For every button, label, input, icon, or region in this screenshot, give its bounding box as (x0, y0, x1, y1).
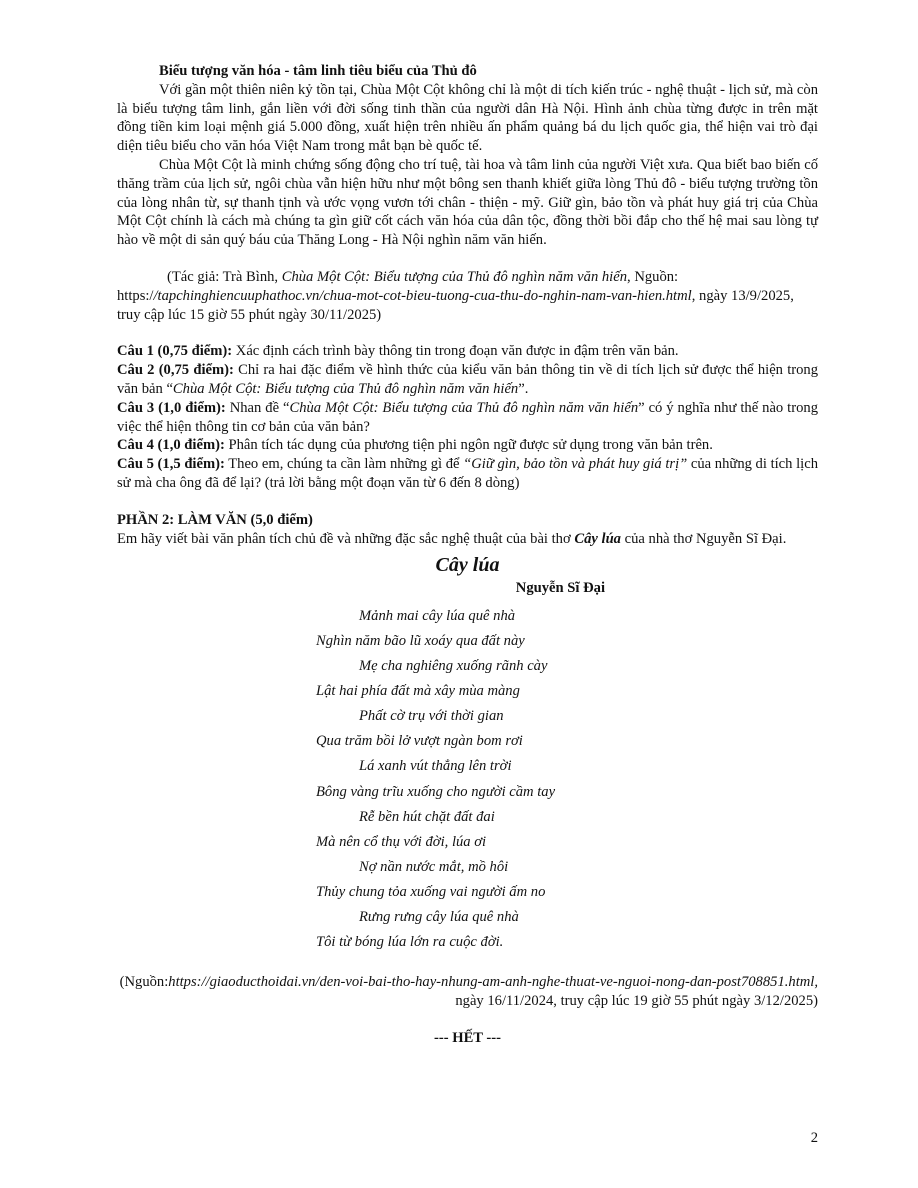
poem-line: Lá xanh vút thẳng lên trời (359, 758, 512, 775)
question-text: Theo em, chúng ta cần làm những gì để (224, 456, 464, 473)
question-emphasis: Chùa Một Cột: Biểu tượng của Thủ đô nghìn năm văn hiến (289, 399, 639, 416)
question-label: Câu 2 (0,75 điểm): (117, 362, 234, 379)
prompt-text: Em hãy viết bài văn phân tích chủ đề và những đặc sắc nghệ thuật của bài thơ (117, 530, 575, 547)
source-title: Chùa Một Cột: Biểu tượng của Thủ đô nghìn năm văn hiến (281, 268, 628, 285)
source-prefix: (Tác giả: Trà Bình, (167, 268, 282, 285)
question-2 (117, 361, 818, 399)
poem-author: Nguyễn Sĩ Đại (515, 580, 605, 597)
question-emphasis: Chùa Một Cột: Biểu tượng của Thủ đô nghìn năm văn hiến (172, 380, 519, 397)
section-heading: Biểu tượng văn hóa - tâm linh tiêu biểu của Thủ đô (159, 63, 477, 79)
poem-line: Tôi từ bóng lúa lớn ra cuộc đời. (316, 934, 504, 951)
question-text-end: ”. (518, 380, 529, 397)
prompt-text-end: của nhà thơ Nguyễn Sĩ Đại. (620, 530, 787, 547)
source-url: https://giaoducthoidai.vn/den-voi-bai-tho-hay-nhung-am-anh-nghe-thuat-ve-nguoi-nong-dan-post708851.html, (168, 974, 818, 991)
question-label: Câu 1 (0,75 điểm): (117, 343, 233, 360)
part-2-title: PHẦN 2: LÀM VĂN (5,0 điểm) (117, 511, 313, 528)
part-2 (117, 511, 818, 549)
poem-line: Mảnh mai cây lúa quê nhà (359, 607, 516, 624)
end-marker: --- HẾT --- (433, 1029, 501, 1046)
poem-line: Bông vàng trĩu xuống cho người cầm tay (316, 783, 556, 800)
source-prefix: (Nguồn: (119, 974, 169, 991)
poem-line: Mà nên cổ thụ với đời, lúa ơi (316, 833, 487, 850)
page-number: 2 (810, 1130, 818, 1146)
poem-title: Cây lúa (435, 554, 500, 577)
poem-line: Thủy chung tỏa xuống vai người ấm no (316, 883, 546, 900)
question-text-end: ” có ý nghĩa như thế nào trong việc thể hiện thông tin cơ bản của văn bản? (117, 399, 818, 435)
question-text: Xác định cách trình bày thông tin trong đoạn văn được in đậm trên văn bản. (232, 343, 679, 360)
source-mid: , Nguồn: https:/ (117, 268, 679, 304)
question-label: Câu 4 (1,0 điểm): (117, 437, 225, 454)
source-url: /tapchinghiencuuphathoc.vn/chua-mot-cot-bieu-tuong-cua-thu-do-nghin-nam-van-hien.html (153, 287, 692, 304)
question-1 (117, 342, 818, 361)
poem-line: Lật hai phía đất mà xây mùa màng (316, 683, 520, 700)
question-text-end: của những di tích lịch sử mà cha ông đã để lại? (trả lời bằng một đoạn văn từ 6 đến 8 dòng) (117, 456, 818, 491)
question-label: Câu 3 (1,0 điểm): (117, 399, 226, 416)
question-5 (117, 455, 818, 493)
prompt-poem-name: Cây lúa (574, 530, 621, 547)
exam-page (117, 62, 818, 1048)
questions-list (117, 342, 818, 492)
poem-line: Nợ nần nước mắt, mồ hôi (359, 858, 509, 875)
question-text: Phân tích tác dụng của phương tiện phi ngôn ngữ được sử dụng trong văn bản trên. (224, 437, 713, 454)
question-emphasis: “Giữ gìn, bảo tồn và phát huy giá trị” (463, 456, 688, 473)
question-text: Chỉ ra hai đặc điểm về hình thức của kiểu văn bản thông tin về di tích lịch sử được thể hiện trong văn bản “ (117, 362, 818, 397)
question-label: Câu 5 (1,5 điểm): (117, 456, 225, 473)
paragraph-2: Chùa Một Cột là minh chứng sống động cho trí tuệ, tài hoa và tâm linh của người Việt xưa. Qua biết bao biến cố thăng trầm của lịch sử, ngôi chùa vẫn hiện hữu như một bông sen thanh khiết giữa lòng Thủ đô - biểu tượng trường tồn của lòng nhân từ, sự thanh tịnh và ước vọng vươn tới chân - thiện - mỹ. Giữ gìn, bảo tồn và phát huy giá trị của Chùa Một Cột chính là cách mà chúng ta gìn giữ cốt cách văn hóa của dân tộc, đồng thời bồi đắp cho thế hệ mai sau lòng tự hào về một di sản quý báu của Thăng Long - Hà Nội nghìn năm văn hiến. (117, 156, 818, 249)
poem-line: Phất cờ trụ với thời gian (359, 708, 504, 725)
essay-prompt (117, 530, 818, 549)
paragraph-1: Với gần một thiên niên kỷ tồn tại, Chùa Một Cột không chỉ là một di tích kiến trúc - nghệ thuật - lịch sử, mà còn là biểu tượng tâm linh, gắn liền với đời sống tinh thần của người dân Hà Nội. Hình ảnh chùa từng được in trên mặt đồng tiền kim loại mệnh giá 5.000 đồng, xuất hiện trên nhiều ấn phẩm quảng bá du lịch quốc gia, thể hiện vai trò đại diện tiêu biểu cho văn hóa Việt Nam trong mắt bạn bè quốc tế. (117, 81, 818, 155)
question-4 (117, 436, 818, 455)
poem-body (117, 604, 818, 955)
source-suffix: , ngày 13/9/2025, truy cập lúc 15 giờ 55 phút ngày 30/11/2025) (117, 287, 794, 323)
poem-line: Rưng rưng cây lúa quê nhà (359, 909, 519, 926)
poem-line: Rễ bền hút chặt đất đai (359, 808, 495, 825)
source-suffix: ngày 16/11/2024, truy cập lúc 19 giờ 55 phút ngày 3/12/2025) (455, 993, 818, 1010)
poem-line: Nghìn năm bão lũ xoáy qua đất này (316, 633, 525, 650)
source-citation-2 (117, 973, 818, 1011)
source-citation-1 (117, 268, 818, 324)
question-text: Nhan đề “ (225, 399, 290, 416)
poem-line: Qua trăm bồi lở vượt ngàn bom rơi (316, 733, 523, 750)
poem-line: Mẹ cha nghiêng xuống rãnh cày (359, 658, 548, 675)
question-3 (117, 399, 818, 437)
